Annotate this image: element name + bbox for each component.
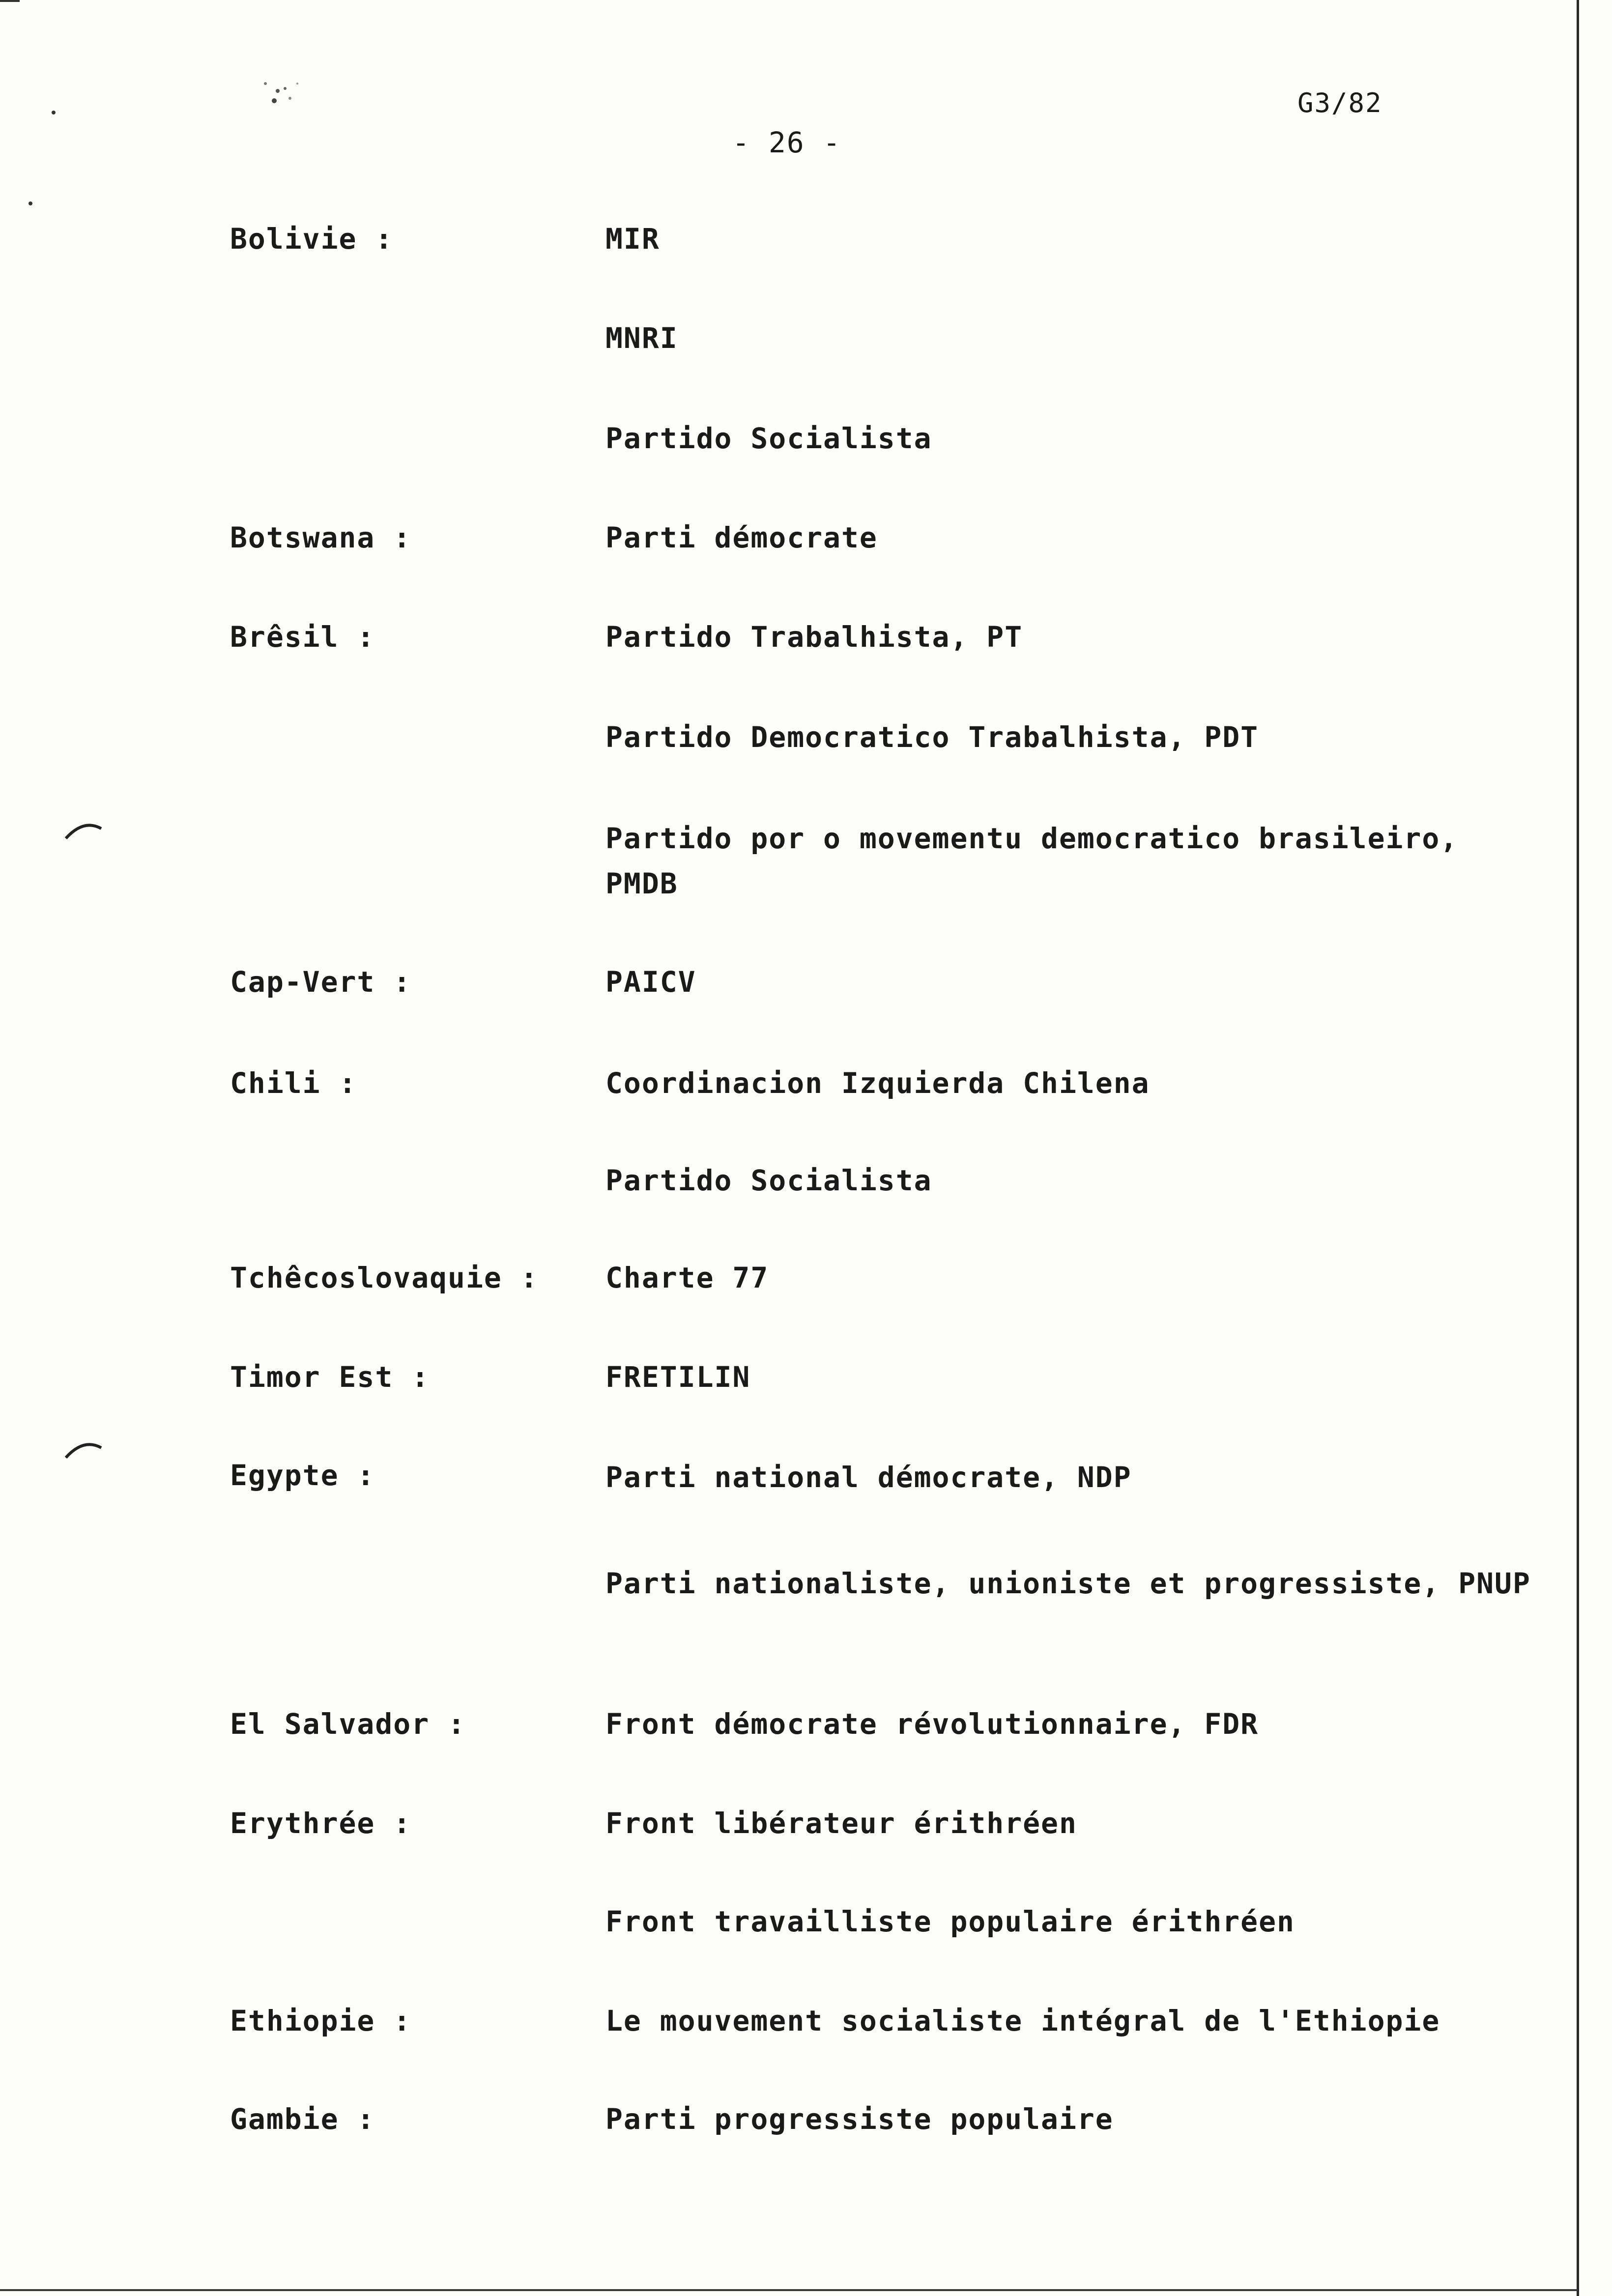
party-entry: Partido Socialista xyxy=(605,422,932,455)
party-entry: FRETILIN xyxy=(605,1360,751,1394)
punch-hole-mark-icon xyxy=(64,1440,103,1460)
country-label: Botswana : xyxy=(230,521,412,554)
party-entry: Partido por o movementu democratico brasileiro, PMDB xyxy=(605,822,1459,900)
party-entry: Charte 77 xyxy=(605,1261,769,1294)
country-label: Gambie : xyxy=(230,2102,375,2136)
party-entry: Parti national démocrate, NDP xyxy=(605,1461,1132,1494)
party-entry: Coordinacion Izquierda Chilena xyxy=(605,1066,1150,1100)
page-edge-top xyxy=(0,0,20,2)
party-entry: Parti démocrate xyxy=(605,521,878,554)
country-label: Egypte : xyxy=(230,1459,375,1492)
country-label: Timor Est : xyxy=(230,1360,430,1394)
page-number: - 26 - xyxy=(732,126,841,159)
country-label: Erythrée : xyxy=(230,1807,412,1840)
party-entry: Le mouvement socialiste intégral de l'Ethiopie xyxy=(605,2004,1440,2038)
scan-speck-icon xyxy=(256,74,310,118)
party-entry: Parti nationaliste, unioniste et progressiste, PNUP xyxy=(605,1567,1531,1600)
party-entry: Parti progressiste populaire xyxy=(605,2102,1114,2136)
country-label: Tchêcoslovaquie : xyxy=(230,1261,539,1294)
country-label: Ethiopie : xyxy=(230,2004,412,2038)
party-entry: Front travailliste populaire érithréen xyxy=(605,1905,1295,1938)
party-entry: Partido Trabalhista, PT xyxy=(605,620,1023,654)
party-entry: Front démocrate révolutionnaire, FDR xyxy=(605,1707,1259,1741)
country-label: Brêsil : xyxy=(230,620,375,654)
page-edge-bottom xyxy=(0,2289,1578,2291)
party-entry: MNRI xyxy=(605,321,678,355)
punch-hole-mark-icon xyxy=(64,821,103,840)
party-entry: PAICV xyxy=(605,965,696,999)
party-entry: Front libérateur érithréen xyxy=(605,1807,1077,1840)
party-entry: Partido Democratico Trabalhista, PDT xyxy=(605,720,1259,754)
document-reference: G3/82 xyxy=(1297,87,1382,118)
country-label: Bolivie : xyxy=(230,222,394,256)
country-label: El Salvador : xyxy=(230,1707,466,1741)
scan-dot xyxy=(52,111,56,115)
scan-dot xyxy=(29,201,32,205)
country-label: Chili : xyxy=(230,1066,357,1100)
page-edge-right xyxy=(1577,0,1579,2296)
country-label: Cap-Vert : xyxy=(230,965,412,999)
party-entry: MIR xyxy=(605,222,660,256)
party-entry: Partido Socialista xyxy=(605,1164,932,1197)
